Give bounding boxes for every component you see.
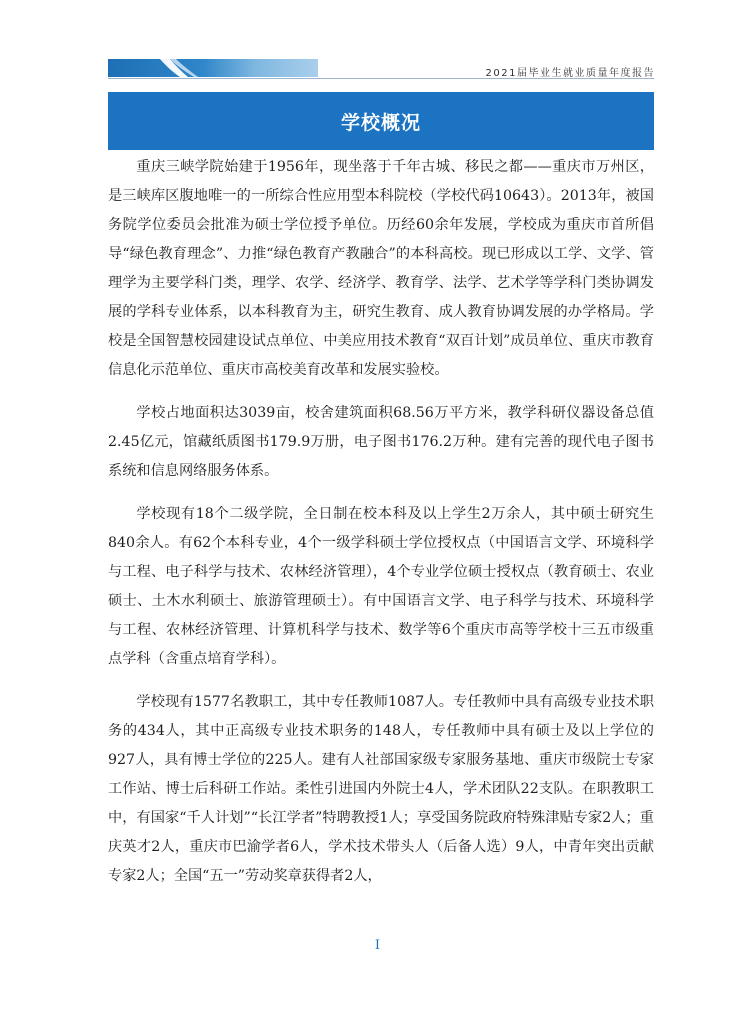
paragraph: 学校现有18个二级学院，全日制在校本科及以上学生2万余人，其中硕士研究生840余人。有62个本科专业，4个一级学科硕士学位授权点（中国语言文学、环境科学与工程、电子科学与技术、农林经济管理），4个专业学位硕士授权点（教育硕士、农业硕士、土木水利硕士、旅游管理硕士）。有中国语言文学、电子科学与技术、环境科学与工程、农林经济管理、计算机科学与技术、数学等6个重庆市高等学校十三五市级重点学科（含重点培育学科）。	[108, 506, 654, 667]
report-title: 2021届毕业生就业质量年度报告	[485, 68, 655, 79]
section-title: 学校概况	[340, 111, 421, 134]
header-band	[108, 59, 318, 77]
header-swoosh-icon	[108, 59, 318, 77]
paragraph: 学校现有1577名教职工，其中专任教师1087人。专任教师中具有高级专业技术职务的434人，其中正高级专业技术职务的148人，专任教师中具有硕士及以上学位的927人，具有博士学位的225人。建有人社部国家级专家服务基地、重庆市级院士专家工作站、博士后科研工作站。柔性引进国内外院士4人，学术团队22支队。在职教职工中，有国家“千人计划”“长江学者”特聘教授1人；享受国务院政府特殊津贴专家2人；重庆英才2人，重庆市巴渝学者6人，学术技术带头人（后备人选）9人，中青年突出贡献专家2人；全国“五一”劳动奖章获得者2人，	[108, 694, 654, 884]
section-banner	[108, 92, 654, 150]
page-number: I	[374, 938, 381, 953]
paragraph: 学校占地面积达3039亩，校舍建筑面积68.56万平方米，教学科研仪器设备总值2.45亿元，馆藏纸质图书179.9万册，电子图书176.2万种。建有完善的现代电子图书系统和信息网络服务体系。	[108, 405, 654, 479]
header-divider	[108, 78, 654, 79]
body-text	[108, 150, 654, 905]
paragraph: 重庆三峡学院始建于1956年，现坐落于千年古城、移民之都——重庆市万州区，是三峡库区腹地唯一的一所综合性应用型本科院校（学校代码10643）。2013年，被国务院学位委员会批准为硕士学位授予单位。历经60余年发展，学校成为重庆市首所倡导“绿色教育理念”、力推“绿色教育产教融合”的本科高校。现已形成以工学、文学、管理学为主要学科门类，理学、农学、经济学、教育学、法学、艺术学等学科门类协调发展的学科专业体系，以本科教育为主，研究生教育、成人教育协调发展的办学格局。学校是全国智慧校园建设试点单位、中美应用技术教育“双百计划”成员单位、重庆市教育信息化示范单位、重庆市高校美育改革和发展实验校。	[108, 159, 654, 378]
